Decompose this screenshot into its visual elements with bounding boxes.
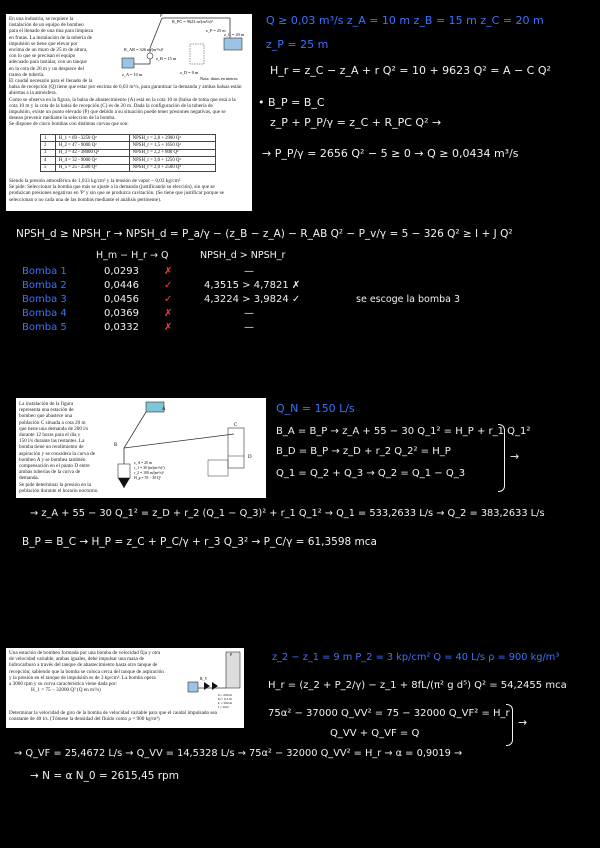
statement-line: Una estación de bombeo formada por una bomba de velocidad fija y otra: [9, 650, 161, 656]
pump-npsh: NPSH_r = 2,2 + 800 Q²: [129, 149, 215, 156]
statement-line: seleccionan o no cada una de las bombas mediante el análisis pertinente).: [9, 196, 162, 203]
p1-col2-header: NPSH_d > NPSH_r: [200, 250, 286, 261]
z-p-label: z_P = 25 m: [206, 28, 226, 33]
statement-line: produzcan presiones negativas en 'P' y sin que se produzca cavitación. (Se tiene que justificar porque se: [9, 190, 224, 197]
pump-npsh-check: 4,3515 > 4,7821 ✗: [204, 280, 301, 291]
pump-number: 4: [41, 157, 56, 164]
pump-label: Bomba 2: [22, 280, 67, 291]
pump-mark: ✗: [164, 266, 173, 277]
legend-line: r_2 = 100 m/(m³/s)²: [134, 471, 165, 475]
statement-line: y la presión en el tanque de impulsión es de 3 kp/cm². La bomba opera: [9, 674, 156, 681]
pump-curve: H_2 = 47 - 9000 Q²: [55, 142, 129, 149]
pump-q: 0,0369: [104, 308, 139, 319]
p2-eq1: B_A = B_P → z_A + 55 − 30 Q_1² = H_P + r_1 Q_1²: [276, 426, 531, 437]
statement-line: recepción; sabiendo que la bomba se coloca cerca del tanque de aspiración: [9, 668, 164, 675]
table-row: [41, 149, 216, 156]
p1-bp-bc: • B_P = B_C: [258, 96, 325, 109]
p1-hr-equation: H_r = z_C − z_A + r Q² = 10 + 9623 Q² = A − C Q²: [270, 64, 551, 77]
problem3-statement-card: [6, 648, 244, 728]
statement-line: hidrocarburo a través del tanque de abastecimiento hasta otro tanque de: [9, 662, 158, 669]
table-row: [41, 157, 216, 164]
pump-label: Bomba 5: [22, 322, 67, 333]
statement-line: Determinar la velocidad de giro de la bomba de velocidad variable para que el caudal impulsado sea: [9, 710, 217, 716]
pump-number: 3: [41, 149, 56, 156]
pump-curve: H_4 = 32 - 9000 Q²: [55, 157, 129, 164]
p2-eq5: B_P = B_C → H_P = z_C + P_C/γ + r_3 Q_3² → P_C/γ = 61,3598 mca: [22, 536, 377, 548]
statement-line: de velocidad variable, ambas iguales, debe impulsar una masa de: [9, 656, 144, 663]
p2-qn: Q_N = 150 L/s: [276, 402, 355, 415]
result-row: [22, 322, 322, 336]
table-row: [41, 142, 216, 149]
statement-line: representa una estación de: [19, 407, 74, 414]
pump-q: 0,0446: [104, 280, 139, 291]
statement-line: desean prevenir mediante la selección de la bomba.: [9, 115, 116, 122]
p3-eq4: → N = α N_0 = 2615,45 rpm: [30, 770, 179, 782]
pump-label: Bomba 1: [22, 266, 67, 277]
statement-line: demanda.: [19, 475, 40, 482]
p2-eq2: B_D = B_P → z_D + r_2 Q_2² = H_P: [276, 446, 451, 457]
problem2-text: [19, 401, 101, 494]
node-a-label: A: [162, 407, 166, 412]
p1-pp-equation: → P_P/γ = 2656 Q² − 5 ≥ 0 → Q ≥ 0,0434 m³/s: [262, 147, 519, 160]
pump-number: 5: [41, 164, 56, 171]
pump-curve: H_3 = 42 - 38000 Q²: [55, 149, 129, 156]
p3-hr: H_r = (z_2 + P_2/γ) − z_1 + 8fL/(π² g d⁵) Q² = 54,2455 mca: [268, 680, 567, 691]
pump-curve: H_1 = 69 - 3250 Q²: [55, 135, 129, 142]
pump-curve: H_5 = 25 - 2500 Q²: [55, 164, 129, 171]
statement-line: impulsión se tiene que elevar por: [9, 40, 78, 47]
problem1-diagram: [120, 14, 252, 82]
statement-line: adecuado para instalar, con un tanque: [9, 59, 87, 66]
node-d-label: D: [248, 455, 252, 460]
result-row: [22, 294, 322, 308]
pump-label: Bomba 3: [22, 294, 67, 305]
statement-line: bombeo que abastece una: [19, 413, 73, 420]
pump-q: 0,0293: [104, 266, 139, 277]
statement-line: 150 l/s durante las restantes. La: [19, 438, 85, 445]
statement-line: balsa de recepción (Q) tiene que estar por encima de 0,03 m³/s, para garantizar la demanda y ambas balsas están: [9, 84, 242, 91]
statement-line: Como se observa en la figura, la balsa de abastecimiento (A) está en la cota 10 m (balsa de toma que está a la: [9, 96, 236, 103]
problem1-footer: [9, 178, 249, 203]
problem1-intro-col: [9, 16, 127, 78]
statement-line: El caudal necesario para el llenado de la: [9, 78, 93, 84]
statement-line: población C situada a cota 20 m: [19, 419, 86, 426]
legend-line: z_A = 20 m: [134, 461, 152, 465]
problem3-question: [9, 710, 241, 722]
pump-npsh: NPSH_r = 2,0 + 2500 Q²: [129, 164, 215, 171]
statement-line: H_1 = 75 − 32000 Q² (Q en m³/s): [31, 687, 101, 694]
statement-line: ambas tuberías de la curva de: [19, 469, 81, 476]
statement-line: Se pide determinar la presión en la: [19, 481, 92, 488]
statement-line: bombeo A y se bombea también: [19, 456, 86, 463]
p3-eq1: 75α² − 37000 Q_VV² = 75 − 32000 Q_VF² = H_r: [268, 708, 510, 719]
diagram-note: Nota: datos en metros: [200, 76, 238, 81]
pump-q: 0,0332: [104, 322, 139, 333]
p1-conclusion: se escoge la bomba 3: [356, 294, 461, 305]
pump-label: Bomba 4: [22, 308, 67, 319]
tank-p-label: P: [230, 652, 233, 657]
z-c-label: z_C = 20 m: [224, 32, 245, 37]
system-brace: [498, 424, 505, 492]
statement-line: bomba tiene un rendimiento de: [19, 444, 84, 451]
r-ab-label: R_AB = 326 m/(m³/s)²: [124, 47, 164, 52]
pump-mark: ✓: [164, 294, 173, 305]
pump-q: 0,0456: [104, 294, 139, 305]
pump-mark: ✗: [164, 322, 173, 333]
p1-zp: z_P = 25 m: [266, 38, 329, 51]
table-row: [41, 164, 216, 171]
p3-eq3: → Q_VF = 25,4672 L/s → Q_VV = 14,5328 L/s → 75α² − 32000 Q_VV² = H_r → α = 0,9019 →: [14, 748, 463, 759]
d-label: D = 0,3 m: [218, 697, 232, 701]
statement-line: cota 10 m y la cota de la balsa de recepción (C) es de 20 m. Dada la configuración de la tubería de: [9, 102, 213, 109]
statement-line: tramo de tubería.: [9, 71, 45, 78]
legend-line: H_p = 55 − 30 Q²: [134, 476, 162, 480]
pump-mark: ✗: [164, 308, 173, 319]
p1-given-data: Q ≥ 0,03 m³/s z_A = 10 m z_B = 15 m z_C = 20 m: [266, 14, 544, 27]
statement-line: durante 12 horas para el día y: [19, 432, 81, 439]
statement-line: que tiene una demanda de 200 l/s: [19, 425, 89, 432]
statement-line: La instalación de la figura: [19, 401, 74, 407]
r-pc-label: R_PC = 9623 m/(m³/s)²: [172, 19, 213, 24]
statement-line: En una industria, se requiere la: [9, 16, 74, 22]
legend-line: r_1 = 30 (m/(m³/s)²): [134, 466, 165, 470]
p1-npsh-equation: NPSH_d ≥ NPSH_r → NPSH_d = P_a/γ − (z_B − z_A) − R_AB Q² − P_v/γ = 5 − 326 Q² ≥ I + J Q²: [16, 228, 513, 240]
h-label: h = 200 m: [218, 693, 232, 697]
brace-arrow: →: [518, 716, 528, 729]
statement-line: impulsión, existe un punto elevado (P) que debido a su situación puede tener presiones negativas, que se: [9, 109, 226, 116]
p1-bp-equation: z_P + P_P/γ = z_C + R_PC Q² →: [270, 116, 442, 129]
problem3-text: [9, 650, 189, 693]
pump-mark: ✓: [164, 280, 173, 291]
result-row: [22, 280, 322, 294]
pump-npsh: NPSH_r = 3,0 + 1250 Q²: [129, 157, 215, 164]
problem1-statement-card: [6, 14, 252, 211]
z-b-label: z_B = 15 m: [156, 56, 177, 61]
statement-line: encima de un muro de 25 m de altura,: [9, 47, 88, 54]
pump-npsh-check: —: [244, 308, 254, 319]
statement-line: compensación en el punto D entre: [19, 463, 90, 470]
pump-number: 2: [41, 142, 56, 149]
system-brace: [506, 704, 513, 746]
statement-line: a 3000 rpm y su curva característica viene dada por:: [9, 681, 118, 688]
statement-line: con lo que se precisan el equipo: [9, 53, 76, 60]
pump-npsh-check: 4,3224 > 3,9824 ✓: [204, 294, 301, 305]
point-p-label: P: [160, 14, 163, 18]
statement-line: Siendo la presión atmosférica de 1,033 kg/cm² y la tensión de vapor ~ 0,03 kg/cm²: [9, 178, 181, 184]
pump-npsh-check: —: [244, 266, 254, 277]
problem2-statement-card: [16, 398, 266, 498]
l-label: L = 500 m: [218, 701, 233, 705]
z-d-label: z_D = 0 m: [180, 70, 199, 75]
node-b-label: B: [114, 443, 118, 448]
statement-line: Se pide: Seleccionar la bomba que más se ajuste a la demanda (justificando su elección), sin que se: [9, 184, 215, 191]
statement-line: para el llenado de una tina para limpieza: [9, 28, 93, 35]
result-row: [22, 308, 322, 322]
rv-label: R_V: [200, 676, 208, 681]
statement-line: Se dispone de cinco bombas con distintas curvas que son:: [9, 121, 129, 128]
statement-line: instalación de un equipo de bombeo: [9, 22, 84, 29]
statement-line: constante de 40 l/s. (Tómese la densidad del fluido como ρ = 900 kg/m³): [9, 716, 160, 723]
problem2-diagram: [104, 398, 266, 498]
table-row: [41, 135, 216, 142]
f-label: f = 0,02: [218, 705, 229, 708]
problem1-body: [9, 78, 249, 128]
node-c-label: C: [234, 423, 238, 428]
problem3-diagram: [186, 648, 244, 708]
statement-line: en frutas. La instalación de la tubería de: [9, 34, 92, 41]
pump-npsh: NPSH_r = 1,5 + 1650 Q²: [129, 142, 215, 149]
pump-table: [40, 134, 216, 172]
statement-line: aspiración y se considera la curva de: [19, 450, 96, 457]
p2-eq4: → z_A + 55 − 30 Q_1² = z_D + r_2 (Q_1 − Q_3)² + r_1 Q_1² → Q_1 = 533,2633 L/s → Q_2 = 383,2633 L/s: [30, 508, 545, 519]
p2-eq3: Q_1 = Q_2 + Q_3 → Q_2 = Q_1 − Q_3: [276, 468, 466, 479]
pump-number: 1: [41, 135, 56, 142]
statement-line: abiertas a la atmósfera.: [9, 90, 57, 97]
p3-data: z_2 − z_1 = 9 m P_2 = 3 kp/cm² Q = 40 L/s ρ = 900 kg/m³: [272, 652, 560, 663]
p3-eq2: Q_VV + Q_VF = Q: [330, 728, 420, 739]
result-row: [22, 266, 322, 280]
pump-npsh-check: —: [244, 322, 254, 333]
brace-arrow: →: [510, 450, 520, 463]
z-a-label: z_A = 10 m: [122, 72, 143, 77]
pump-npsh: NPSH_r = 2,8 + 2900 Q²: [129, 135, 215, 142]
statement-line: en la cota de 20 m y un despiece del: [9, 65, 85, 72]
statement-line: población durante el horario nocturno.: [19, 487, 99, 494]
p1-col1-header: H_m − H_r → Q: [96, 250, 169, 261]
